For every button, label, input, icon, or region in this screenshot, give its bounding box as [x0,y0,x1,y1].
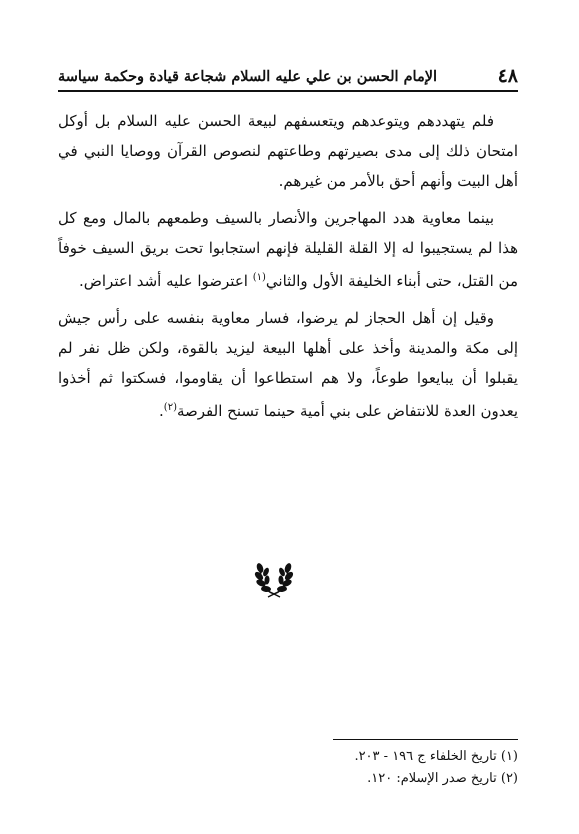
footnote-ref: (٢) [163,402,177,413]
footnote: (١) تاريخ الخلفاء ج ١٩٦ - ٢٠٣. [354,749,518,764]
footnote: (٢) تاريخ صدر الإسلام: ١٢٠. [367,771,518,786]
paragraph: وقيل إن أهل الحجاز لم يرضوا، فسار معاوية بنفسه على رأس جيش إلى مكة والمدينة وأخذ على أهلها البيعة ليزيد بالقوة، ولكن ظل نفر لم يقبلوا أن يبايعوا طوعاً، ولا هم استطاعوا أن يقاوموا، فسكتوا ثم أخذوا يعدون العدة للانتفاض على بني أمية حينما تسنح الفرصة$^{(٢)}$. [58,309,518,420]
page-header [58,62,518,92]
footnotes [58,739,518,790]
page-number: ٤٨ [497,65,518,87]
body-text [58,106,518,433]
paragraph: بينما معاوية هدد المهاجرين والأنصار بالسيف وطمعهم بالمال ومع كل هذا لم يستجيبوا له إلا القلة القليلة فإنهم استجابوا تحت بريق السيف خوفاً من القتل، حتى أبناء الخليفة الأول والثاني$^{(١)}$ اعترضوا عليه أشد اعتراض. [58,209,518,290]
paragraph: فلم يتهددهم ويتوعدهم ويتعسفهم لبيعة الحسن عليه السلام بل أوكل امتحان ذلك إلى مدى بصيرتهم وطاعتهم لنصوص القرآن ووصايا النبي في أهل البيت وأنهم أحق بالأمر من غيرهم. [58,112,518,190]
footnote-ref: (١) [252,272,266,283]
laurel-ornament-icon [253,556,295,598]
footnote-divider [333,739,518,740]
running-title: الإمام الحسن بن علي عليه السلام شجاعة قيادة وحكمة سياسة [58,67,438,85]
